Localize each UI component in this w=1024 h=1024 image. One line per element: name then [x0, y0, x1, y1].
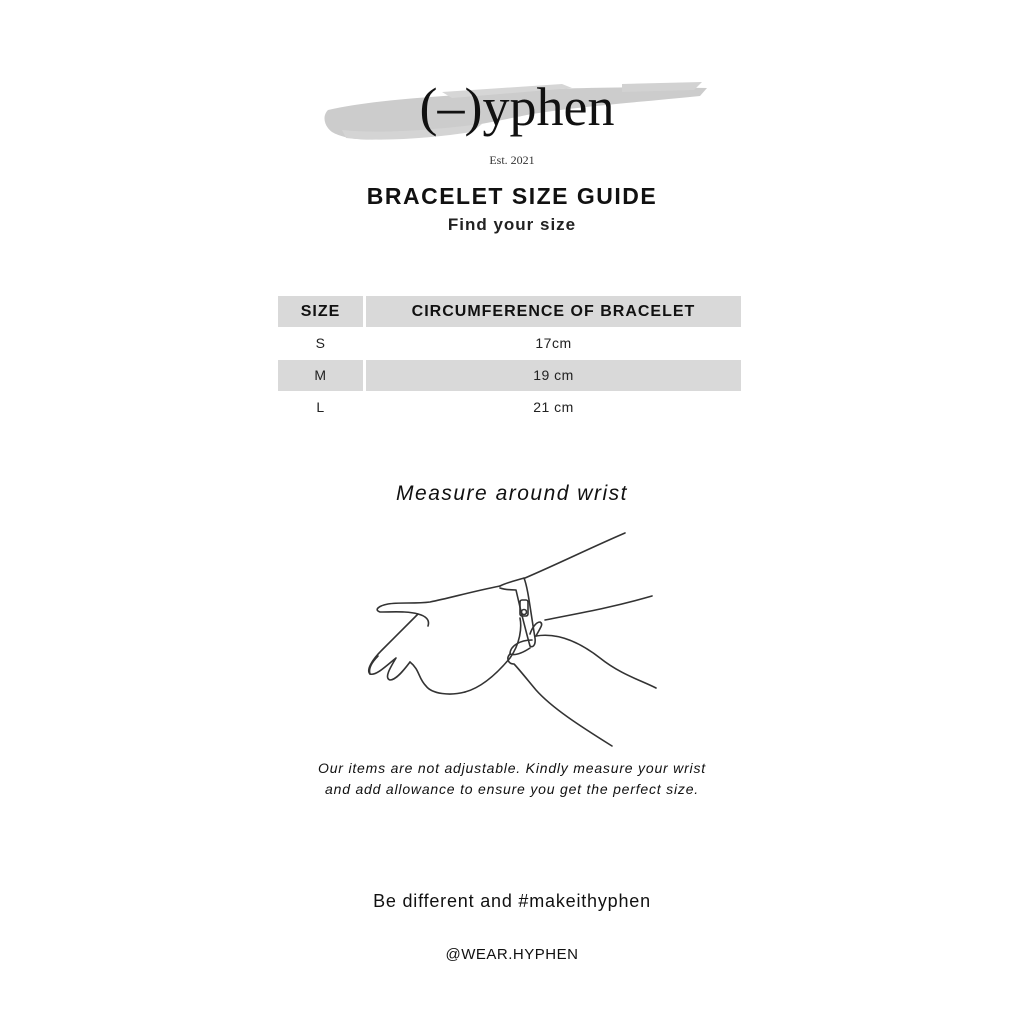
table-row [278, 328, 741, 360]
table-header-row [278, 296, 741, 328]
measure-heading: Measure around wrist [396, 482, 628, 505]
table-row [278, 392, 741, 424]
established-text: Est. 2021 [489, 153, 535, 167]
brand-logo [322, 72, 712, 152]
sizing-note [0, 758, 1024, 800]
page-subtitle: Find your size [447, 215, 577, 234]
header-circumference: CIRCUMFERENCE OF BRACELET [366, 296, 741, 327]
table-row [278, 360, 741, 392]
size-table [278, 296, 741, 424]
circumference-cell: 17cm [535, 335, 572, 351]
size-cell: L [316, 399, 325, 415]
size-cell: S [315, 335, 326, 351]
header-size: SIZE [278, 296, 363, 327]
tagline: Be different and #makeithyphen [373, 891, 651, 911]
circumference-cell: 21 cm [533, 399, 574, 415]
size-cell: M [278, 360, 363, 391]
social-handle: @WEAR.HYPHEN [445, 946, 579, 963]
hand-wrist-measure-icon [360, 528, 670, 753]
page-title: BRACELET SIZE GUIDE [366, 183, 658, 209]
circumference-cell: 19 cm [366, 360, 741, 391]
note-line: Our items are not adjustable. Kindly measure your wrist [318, 760, 706, 776]
logo-text: (–)yphen [419, 77, 615, 137]
note-line: and add allowance to ensure you get the perfect size. [325, 781, 699, 797]
